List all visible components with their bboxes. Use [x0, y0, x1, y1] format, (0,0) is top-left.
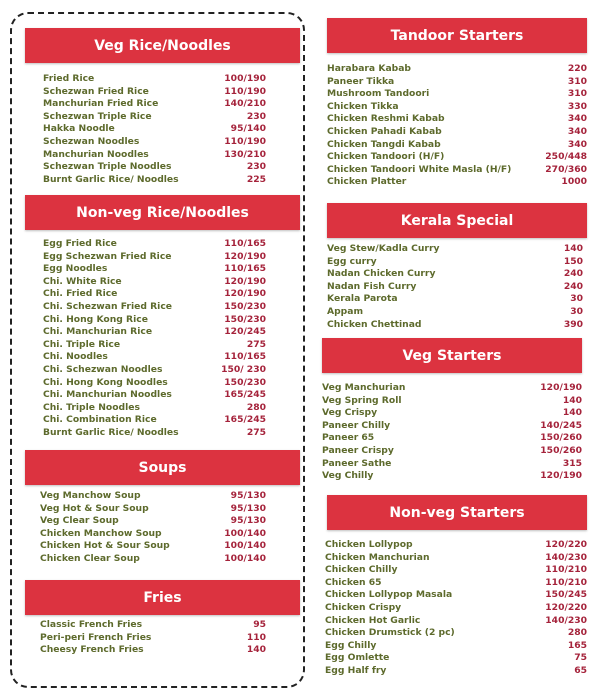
item-name: Chi. Combination Rice	[43, 414, 157, 426]
menu-item	[325, 564, 587, 577]
item-list-non-veg-rice-noodles	[43, 238, 266, 440]
item-price: 110/190	[224, 135, 266, 147]
menu-item	[40, 528, 266, 541]
item-price: 230	[246, 161, 266, 173]
item-name: Chi. Triple Noodles	[43, 401, 140, 413]
item-price: 95/130	[230, 490, 266, 501]
item-name: Veg Spring Roll	[322, 394, 402, 406]
item-name: Egg curry	[327, 255, 377, 267]
menu-item	[43, 402, 266, 415]
item-price: 130/210	[224, 148, 266, 160]
item-price: 275	[246, 338, 266, 350]
item-name: Veg Crispy	[322, 407, 378, 419]
item-price: 110/210	[545, 576, 587, 588]
section-header-non-veg-rice-noodles: Non-veg Rice/Noodles	[25, 195, 300, 230]
section-header-non-veg-starters: Non-veg Starters	[327, 495, 587, 530]
item-price: 140/230	[545, 614, 587, 626]
item-name: Paneer 65	[322, 432, 375, 444]
menu-item	[40, 490, 266, 503]
item-price: 120/220	[545, 539, 587, 550]
item-name: Chi. Triple Rice	[43, 338, 121, 350]
item-price: 150/260	[540, 444, 582, 456]
item-price: 310	[567, 88, 587, 100]
menu-item	[40, 553, 266, 566]
menu-item	[322, 382, 582, 395]
menu-item	[327, 151, 587, 164]
item-price: 100/140	[224, 527, 266, 539]
menu-item	[43, 73, 266, 86]
menu-item	[40, 503, 266, 516]
menu-item	[322, 432, 582, 445]
menu-item	[325, 640, 587, 653]
menu-item	[40, 632, 266, 645]
item-price: 165	[567, 639, 587, 651]
item-name: Chicken Tandoori White Masla (H/F)	[327, 163, 512, 175]
menu-item	[327, 243, 583, 256]
item-name: Veg Stew/Kadla Curry	[327, 243, 440, 254]
menu-item	[327, 256, 583, 269]
menu-item	[43, 86, 266, 99]
item-price: 330	[567, 100, 587, 112]
item-name: Chicken Hot Garlic	[325, 614, 421, 626]
item-price: 30	[570, 305, 583, 317]
item-price: 120/245	[224, 326, 266, 338]
item-price: 165/245	[224, 414, 266, 426]
item-name: Chi. Manchurian Noodles	[43, 389, 172, 401]
item-name: Peri-peri French Fries	[40, 631, 152, 643]
section-header-veg-rice-noodles: Veg Rice/Noodles	[25, 28, 300, 63]
item-price: 240	[563, 268, 583, 280]
item-price: 280	[246, 401, 266, 413]
item-price: 95/140	[230, 123, 266, 135]
item-name: Chi. Schezwan Noodles	[43, 363, 163, 375]
item-price: 165/245	[224, 389, 266, 401]
item-name: Chicken Drumstick (2 pc)	[325, 627, 455, 639]
item-price: 280	[567, 627, 587, 639]
item-name: Chicken Chettinad	[327, 318, 422, 330]
item-name: Burnt Garlic Rice/ Noodles	[43, 173, 179, 185]
item-name: Chicken 65	[325, 576, 382, 588]
item-list-non-veg-starters	[325, 539, 587, 678]
item-name: Egg Chilly	[325, 639, 377, 651]
menu-item	[43, 364, 266, 377]
menu-item	[43, 161, 266, 174]
item-price: 150	[563, 255, 583, 267]
item-name: Chicken Reshmi Kabab	[327, 113, 445, 125]
item-name: Manchurian Noodles	[43, 148, 149, 160]
menu-item	[325, 589, 587, 602]
item-list-soups	[40, 490, 266, 566]
menu-item	[322, 395, 582, 408]
menu-item	[322, 470, 582, 483]
menu-item	[43, 301, 266, 314]
item-name: Egg Schezwan Fried Rice	[43, 250, 172, 262]
menu-item	[327, 306, 583, 319]
item-name: Classic French Fries	[40, 619, 143, 630]
menu-item	[43, 377, 266, 390]
item-price: 150/230	[224, 300, 266, 312]
item-name: Chicken Platter	[327, 176, 407, 188]
item-name: Veg Manchurian	[322, 382, 406, 393]
menu-item	[43, 414, 266, 427]
item-name: Chicken Tandoori (H/F)	[327, 151, 445, 163]
menu-item	[325, 539, 587, 552]
item-price: 140/245	[540, 419, 582, 431]
item-price: 140	[246, 644, 266, 656]
menu-item	[322, 407, 582, 420]
item-price: 30	[570, 293, 583, 305]
item-name: Chicken Manchow Soup	[40, 527, 162, 539]
section-header-veg-starters: Veg Starters	[322, 338, 582, 373]
menu-item	[327, 76, 587, 89]
menu-item	[43, 98, 266, 111]
item-name: Egg Half fry	[325, 664, 387, 676]
item-name: Chi. Hong Kong Noodles	[43, 376, 168, 388]
item-price: 95/130	[230, 515, 266, 527]
menu-item	[327, 101, 587, 114]
item-price: 110/190	[224, 85, 266, 97]
menu-item	[322, 445, 582, 458]
item-name: Egg Omlette	[325, 652, 390, 664]
menu-item	[43, 351, 266, 364]
item-name: Chi. Manchurian Rice	[43, 326, 153, 338]
item-name: Harabara Kabab	[327, 63, 411, 74]
item-name: Chi. Fried Rice	[43, 288, 118, 300]
item-list-kerala-special	[327, 243, 583, 331]
item-name: Veg Chilly	[322, 470, 374, 482]
item-price: 150/230	[224, 313, 266, 325]
menu-item	[325, 577, 587, 590]
item-name: Chi. Hong Kong Rice	[43, 313, 148, 325]
item-price: 120/220	[545, 601, 587, 613]
menu-item	[43, 238, 266, 251]
menu-item	[322, 420, 582, 433]
menu-item	[40, 540, 266, 553]
menu-item	[325, 665, 587, 678]
item-name: Paneer Sathe	[322, 457, 392, 469]
menu-item	[327, 164, 587, 177]
item-name: Chi. Schezwan Fried Rice	[43, 300, 173, 312]
item-price: 275	[246, 426, 266, 438]
item-name: Cheesy French Fries	[40, 644, 144, 656]
item-name: Schezwan Triple Rice	[43, 110, 152, 122]
item-name: Chicken Clear Soup	[40, 552, 140, 564]
item-price: 1000	[561, 176, 587, 188]
item-name: Schezwan Fried Rice	[43, 85, 149, 97]
item-price: 150/245	[545, 589, 587, 601]
item-name: Chicken Tangdi Kabab	[327, 138, 441, 150]
item-price: 120/190	[540, 382, 582, 393]
item-price: 100/190	[224, 73, 266, 84]
item-list-veg-rice-noodles	[43, 73, 266, 186]
menu-item	[40, 515, 266, 528]
item-price: 110/210	[545, 564, 587, 576]
menu-item	[327, 126, 587, 139]
item-price: 110/165	[224, 351, 266, 363]
item-name: Paneer Chilly	[322, 419, 391, 431]
item-price: 390	[563, 318, 583, 330]
item-price: 75	[574, 652, 587, 664]
item-price: 150/230	[224, 376, 266, 388]
item-price: 100/140	[224, 540, 266, 552]
menu-item	[322, 458, 582, 471]
item-price: 140/210	[224, 98, 266, 110]
menu-item	[327, 281, 583, 294]
item-name: Appam	[327, 305, 364, 317]
item-price: 95	[253, 619, 266, 630]
item-price: 225	[246, 173, 266, 185]
item-price: 270/360	[545, 163, 587, 175]
item-price: 340	[567, 113, 587, 125]
item-price: 240	[563, 280, 583, 292]
item-price: 220	[567, 63, 587, 74]
item-price: 95/130	[230, 502, 266, 514]
item-list-veg-starters	[322, 382, 582, 483]
menu-item	[327, 113, 587, 126]
menu-item	[327, 293, 583, 306]
item-price: 150/260	[540, 432, 582, 444]
item-name: Nadan Chicken Curry	[327, 268, 436, 280]
item-price: 140/230	[545, 551, 587, 563]
menu-item	[40, 619, 266, 632]
item-name: Paneer Crispy	[322, 444, 394, 456]
item-price: 65	[574, 664, 587, 676]
item-name: Manchurian Fried Rice	[43, 98, 159, 110]
item-name: Mushroom Tandoori	[327, 88, 430, 100]
item-price: 100/140	[224, 552, 266, 564]
menu-item	[43, 251, 266, 264]
section-header-tandoor-starters: Tandoor Starters	[327, 18, 587, 53]
item-name: Chicken Tikka	[327, 100, 399, 112]
item-price: 340	[567, 125, 587, 137]
menu-item	[325, 627, 587, 640]
item-name: Chicken Manchurian	[325, 551, 430, 563]
item-name: Chi. White Rice	[43, 275, 122, 287]
item-name: Fried Rice	[43, 73, 95, 84]
menu-item	[327, 319, 583, 332]
menu-item	[43, 123, 266, 136]
item-price: 110/165	[224, 238, 266, 249]
item-list-tandoor-starters	[327, 63, 587, 189]
menu-item	[43, 111, 266, 124]
item-name: Schezwan Noodles	[43, 135, 140, 147]
item-price: 110	[246, 631, 266, 643]
menu-item	[43, 314, 266, 327]
menu-item	[327, 139, 587, 152]
item-name: Chicken Crispy	[325, 601, 402, 613]
item-name: Chicken Hot & Sour Soup	[40, 540, 170, 552]
menu-item	[43, 276, 266, 289]
section-header-fries: Fries	[25, 580, 300, 615]
item-name: Egg Noodles	[43, 263, 108, 275]
item-price: 120/190	[224, 275, 266, 287]
item-price: 140	[563, 243, 583, 254]
menu-item	[325, 652, 587, 665]
item-price: 340	[567, 138, 587, 150]
item-name: Veg Hot & Sour Soup	[40, 502, 149, 514]
menu-item	[43, 174, 266, 187]
menu-item	[43, 389, 266, 402]
item-price: 110/165	[224, 263, 266, 275]
menu-item	[327, 88, 587, 101]
menu-item	[43, 427, 266, 440]
item-name: Egg Fried Rice	[43, 238, 117, 249]
item-name: Burnt Garlic Rice/ Noodles	[43, 426, 179, 438]
item-name: Chi. Noodles	[43, 351, 108, 363]
menu-item	[327, 176, 587, 189]
item-price: 120/190	[540, 470, 582, 482]
item-price: 120/190	[224, 250, 266, 262]
item-name: Kerala Parota	[327, 293, 398, 305]
menu-item	[325, 552, 587, 565]
menu-item	[43, 149, 266, 162]
item-name: Chicken Pahadi Kabab	[327, 125, 442, 137]
item-name: Chicken Lollypop	[325, 539, 413, 550]
item-price: 250/448	[545, 151, 587, 163]
item-price: 310	[567, 75, 587, 87]
item-price: 150/ 230	[221, 363, 266, 375]
item-name: Paneer Tikka	[327, 75, 395, 87]
item-name: Veg Manchow Soup	[40, 490, 141, 501]
item-list-fries	[40, 619, 266, 657]
menu-item	[325, 602, 587, 615]
menu-item	[325, 615, 587, 628]
item-name: Chicken Lollypop Masala	[325, 589, 453, 601]
menu-item	[43, 136, 266, 149]
item-name: Veg Clear Soup	[40, 515, 119, 527]
item-price: 140	[562, 407, 582, 419]
item-price: 140	[562, 394, 582, 406]
section-header-kerala-special: Kerala Special	[327, 203, 587, 238]
menu-item	[327, 63, 587, 76]
menu-item	[43, 263, 266, 276]
item-name: Schezwan Triple Noodles	[43, 161, 172, 173]
section-header-soups: Soups	[25, 450, 300, 485]
item-name: Chicken Chilly	[325, 564, 398, 576]
item-price: 315	[562, 457, 582, 469]
menu-item	[43, 326, 266, 339]
item-name: Hakka Noodle	[43, 123, 115, 135]
menu-item	[43, 288, 266, 301]
item-price: 230	[246, 110, 266, 122]
menu-item	[327, 268, 583, 281]
menu-item	[40, 644, 266, 657]
item-name: Nadan Fish Curry	[327, 280, 417, 292]
item-price: 120/190	[224, 288, 266, 300]
menu-item	[43, 339, 266, 352]
